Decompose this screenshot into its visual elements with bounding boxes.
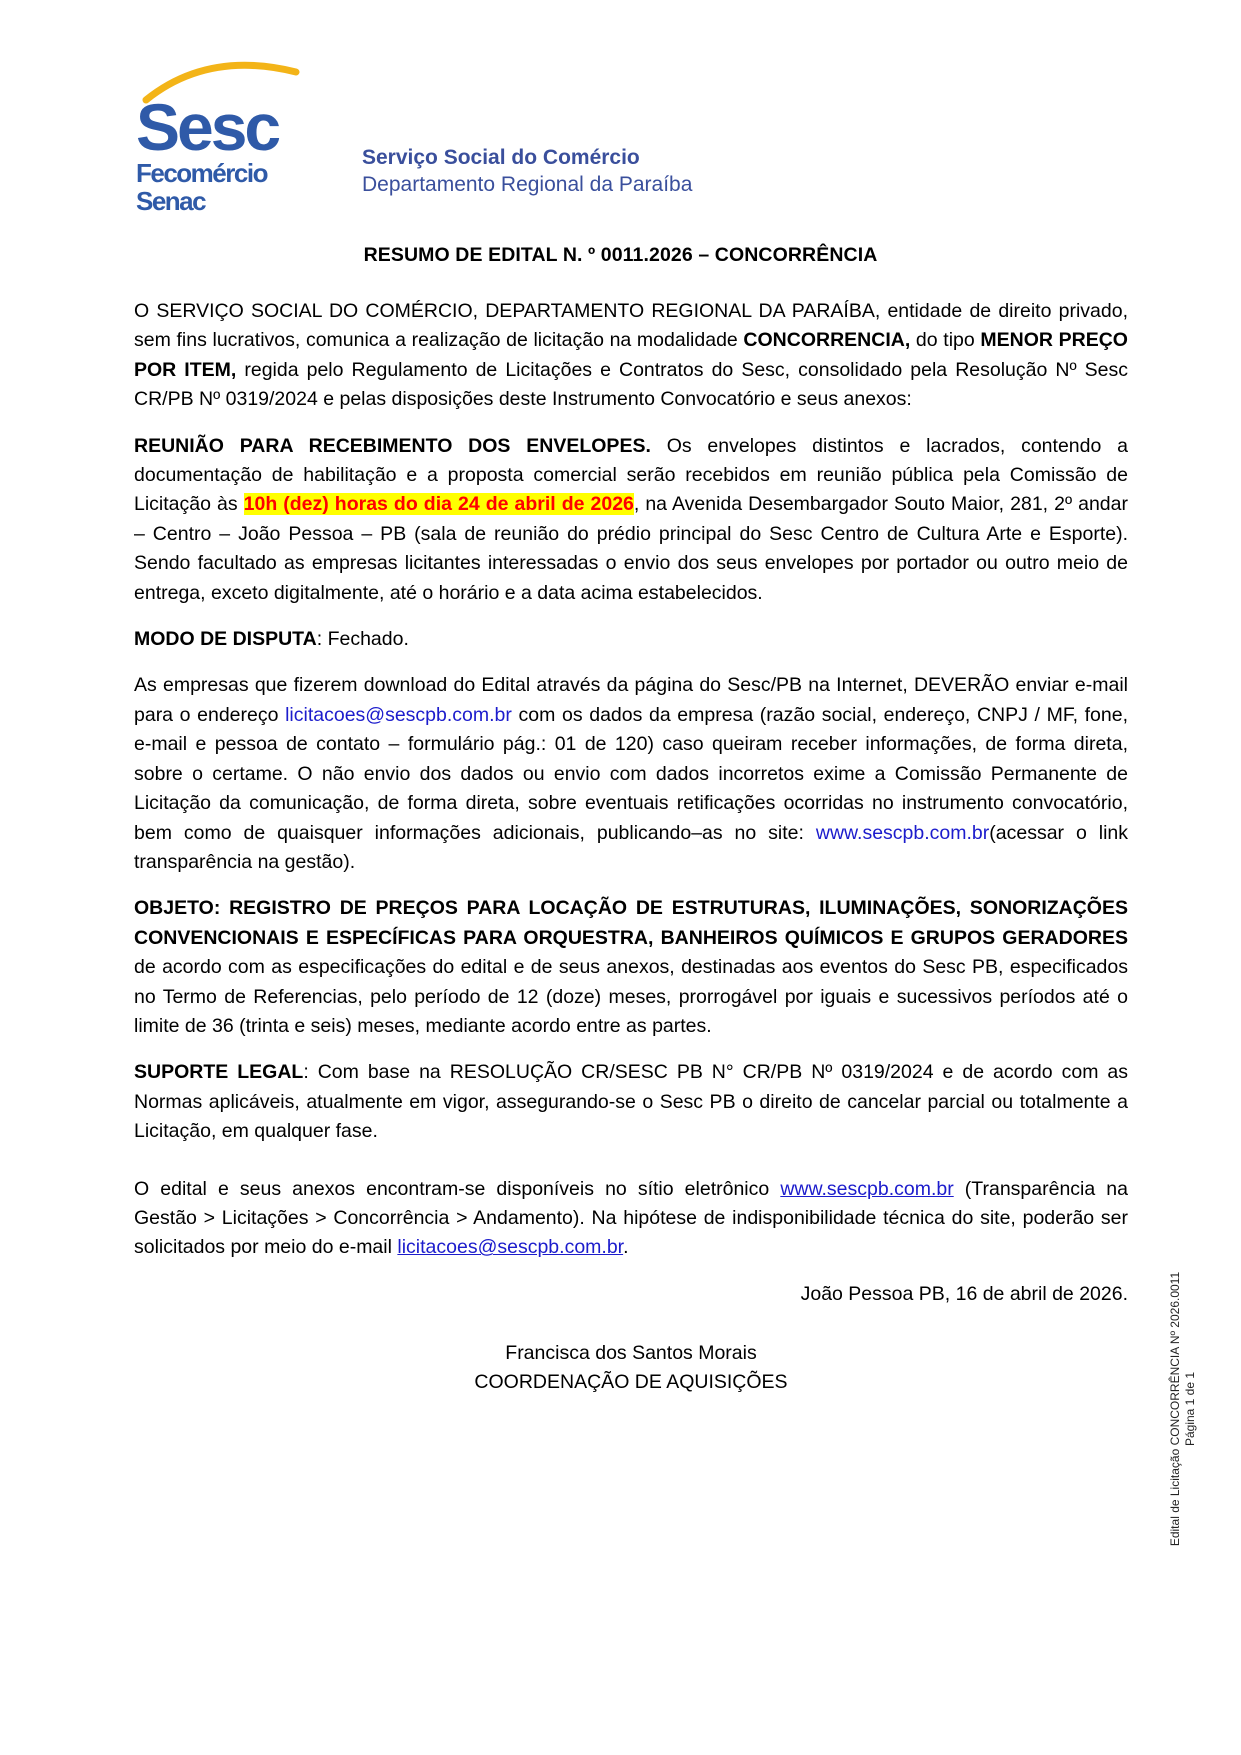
- intro-tipo: MENOR PREÇO POR ITEM,: [134, 329, 1128, 381]
- objeto-paragraph: [134, 894, 1128, 1041]
- site-link[interactable]: www.sescpb.com.br: [780, 1177, 954, 1200]
- objeto-heading: OBJETO: REGISTRO DE PREÇOS PARA LOCAÇÃO DE ESTRUTURAS, ILUMINAÇÕES, SONORIZAÇÕES CONVENCIONAIS E ESPECÍFICAS PARA ORQUESTRA, BANHEIROS QUÍMICOS E GRUPOS GERADORES: [134, 897, 1128, 949]
- intro-text: regida pelo Regulamento de Licitações e Contratos do Sesc, consolidado pela Resolução Nº Sesc CR/PB Nº 0319/2024 e pelas disposições deste Instrumento Convocatório e seus anexos:: [134, 358, 1128, 411]
- side-page-note: [1168, 1244, 1206, 1574]
- reuniao-heading: REUNIÃO PARA RECEBIMENTO DOS ENVELOPES.: [134, 434, 651, 457]
- suporte-heading: SUPORTE LEGAL: [134, 1061, 304, 1084]
- side-note-document: Edital de Licitação CONCORRÊNCIA Nº 2026.0011: [1168, 1271, 1182, 1547]
- download-text: As empresas que fizerem download do Edital através da página do Sesc/PB na Internet, DEVERÃO enviar e-mail para o endereço: [134, 674, 1128, 726]
- date-line: João Pessoa PB, 16 de abril de 2026.: [800, 1282, 1128, 1305]
- reuniao-text: Os envelopes distintos e lacrados, contendo a documentação de habilitação e a proposta comercial serão recebidos em reunião pública pela Comissão de Licitação às: [134, 434, 1128, 516]
- edital-paragraph: [134, 1175, 1128, 1263]
- logo-sesc-text: Sesc: [136, 90, 279, 164]
- reuniao-paragraph: [134, 432, 1128, 608]
- organization-name: Serviço Social do Comércio: [362, 146, 640, 169]
- intro-text: do tipo: [910, 329, 981, 352]
- suporte-text: : Com base na RESOLUÇÃO CR/SESC PB N° CR/PB Nº 0319/2024 e de acordo com as Normas aplicáveis, atualmente em vigor, assegurando-se o Sesc PB o direito de cancelar parcial ou totalmente a Licitação, em qualquer fase.: [134, 1061, 1128, 1143]
- sesc-fecomercio-senac-logo: [128, 58, 308, 234]
- intro-paragraph: [134, 297, 1128, 415]
- modo-heading: MODO DE DISPUTA: [134, 628, 317, 651]
- modo-disputa-paragraph: [134, 625, 1128, 654]
- signature-block: [134, 1339, 1128, 1397]
- objeto-text: de acordo com as especificações do edital e de seus anexos, destinadas aos eventos do Sesc PB, especificados no Termo de Referencias, pelo período de 12 (doze) meses, prorrogável por iguais e sucessivos períodos até o limite de 36 (trinta e seis) meses, mediante acordo entre as partes.: [134, 956, 1128, 1037]
- signatory-role: COORDENAÇÃO DE AQUISIÇÕES: [474, 1371, 788, 1394]
- document-title: RESUMO DE EDITAL N. º 0011.2026 – CONCORRÊNCIA: [363, 244, 878, 266]
- document-body: [134, 297, 1128, 1397]
- download-text: (acessar o link transparência na gestão).: [134, 821, 1128, 873]
- side-note-page: Página 1 de 1: [1183, 1371, 1197, 1447]
- edital-text: O edital e seus anexos encontram-se disponíveis no sítio eletrônico: [134, 1177, 781, 1200]
- intro-modalidade: CONCORRENCIA,: [743, 329, 911, 352]
- download-text: com os dados da empresa (razão social, endereço, CNPJ / MF, fone, e-mail e pessoa de contato – formulário pág.: 01 de 120) caso queiram receber informações, de forma direta, sobre o certame. O não envio dos dados ou envio com dados incorretos exime a Comissão Permanente de Licitação da comunicação, de forma direta, sobre eventuais retificações ocorridas no instrumento convocatório, bem como de quaisquer informações adicionais, publicando–as no site:: [134, 703, 1128, 844]
- organization-header: [362, 144, 692, 198]
- suporte-legal-paragraph: [134, 1058, 1128, 1146]
- email-link[interactable]: licitacoes@sescpb.com.br: [285, 703, 512, 726]
- organization-department: Departamento Regional da Paraíba: [362, 173, 693, 196]
- email-link[interactable]: licitacoes@sescpb.com.br: [397, 1236, 624, 1259]
- reuniao-text: , na Avenida Desembargador Souto Maior, 281, 2º andar – Centro – João Pessoa – PB (sala de reunião do prédio principal do Sesc Centro de Cultura Arte e Esporte). Sendo facultado as empresas licitantes interessadas o envio dos seus envelopes por portador ou outro meio de entrega, exceto digitalmente, até o horário e a data acima estabelecidos.: [134, 493, 1128, 604]
- logo-senac-text: Senac: [136, 186, 206, 216]
- edital-text: (Transparência na Gestão > Licitações > Concorrência > Andamento). Na hipótese de indisponibilidade técnica do site, poderão ser solicitados por meio do e-mail: [134, 1177, 1128, 1259]
- download-paragraph: [134, 671, 1128, 877]
- reuniao-date-highlight: 10h (dez) horas do dia 24 de abril de 2026: [243, 493, 634, 516]
- intro-text: O SERVIÇO SOCIAL DO COMÉRCIO, DEPARTAMENTO REGIONAL DA PARAÍBA, entidade de direito privado, sem fins lucrativos, comunica a realização de licitação na modalidade: [134, 300, 1128, 352]
- site-link[interactable]: www.sescpb.com.br: [815, 821, 990, 844]
- logo-fecomercio-text: Fecomércio: [136, 158, 267, 188]
- edital-text: .: [623, 1236, 629, 1259]
- modo-text: : Fechado.: [316, 628, 409, 651]
- signatory-name: Francisca dos Santos Morais: [505, 1342, 757, 1365]
